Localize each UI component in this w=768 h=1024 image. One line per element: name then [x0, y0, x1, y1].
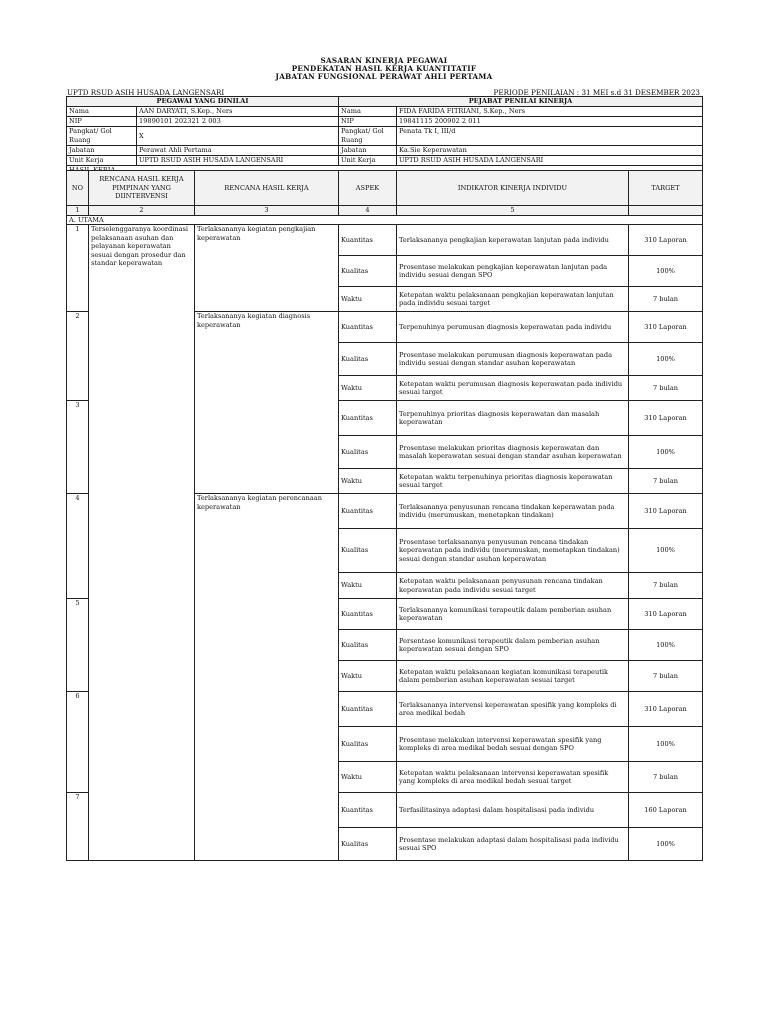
indikator-cell: Ketepatan waktu terpenuhinya prioritas diagnosis keperawatan sesuai target [397, 469, 629, 494]
indikator-cell: Terlaksananya komunikasi terapeutik dalam pemberian asuhan keperawatan [397, 599, 629, 630]
target-cell: 100% [629, 630, 703, 661]
pegawai-info-table [66, 96, 703, 176]
col-header-rencana-pimpinan: RENCANA HASIL KERJA PIMPINAN YANG DIINTERVENSI [89, 171, 195, 206]
doc-title-line-1: SASARAN KINERJA PEGAWAI [320, 56, 448, 65]
aspek-cell: Kuantitas [339, 312, 397, 343]
indikator-cell: Terpenuhinya prioritas diagnosis keperawatan dan masalah keperawatan [397, 401, 629, 436]
pegawai-nama-label: Nama [67, 107, 137, 117]
rencana-hasil-cell: Terlaksananya kegiatan pengkajian keperawatan [195, 225, 339, 312]
target-cell: 100% [629, 436, 703, 469]
pegawai-unit-label: Unit Kerja [67, 156, 137, 166]
col-number: 5 [397, 206, 629, 216]
aspek-cell: Kualitas [339, 343, 397, 376]
col-header-indikator: INDIKATOR KINERJA INDIVIDU [397, 171, 629, 206]
doc-title-line-2: PENDEKATAN HASIL KERJA KUANTITATIF [291, 64, 477, 73]
penilai-unit-label: Unit Kerja [339, 156, 397, 166]
indikator-cell: Persentase komunikasi terapeutik dalam pemberian asuhan keperawatan sesuai dengan SPO [397, 630, 629, 661]
penilai-nip-label: NIP [339, 117, 397, 127]
pegawai-pangkat-label: Pangkat/ Gol Ruang [67, 127, 137, 146]
col-header-aspek: ASPEK [339, 171, 397, 206]
rencana-hasil-cell: Terlaksananya kegiatan diagnosis keperawatan [195, 312, 339, 494]
aspek-cell: Kuantitas [339, 793, 397, 828]
penilai-pangkat: Penata Tk I, III/d [397, 127, 703, 146]
row-number: 4 [67, 494, 89, 599]
indikator-cell: Ketepatan waktu pelaksanaan pengkajian keperawatan lanjutan pada individu sesuai target [397, 287, 629, 312]
pegawai-heading: PEGAWAI YANG DINILAI [67, 97, 339, 107]
aspek-cell: Kualitas [339, 630, 397, 661]
indikator-rows [67, 225, 703, 861]
target-cell: 100% [629, 727, 703, 762]
rencana-hasil-cell: Terlaksananya kegiatan perencanaan keperawatan [195, 494, 339, 861]
penilai-nama: FIDA FARIDA FITRIANI, S.Kep., Ners [397, 107, 703, 117]
indikator-cell: Prosentase melakukan pengkajian keperawatan lanjutan pada individu sesuai dengan SPO [397, 256, 629, 287]
indikator-cell: Ketepatan waktu pelaksanaan intervensi keperawatan spesifik yang kompleks di area medikal bedah sesuai target [397, 762, 629, 793]
aspek-cell: Kualitas [339, 436, 397, 469]
rencana-pimpinan-cell: Terselenggaranya koordinasi pelaksanaan asuhan dan pelayanan keperawatan sesuai dengan prosedur dan standar keperawatan [89, 225, 195, 861]
target-cell: 7 bulan [629, 376, 703, 401]
aspek-cell: Kuantitas [339, 599, 397, 630]
target-cell: 310 Laporan [629, 401, 703, 436]
col-number: 2 [89, 206, 195, 216]
penilai-pangkat-label: Pangkat/ Gol Ruang [339, 127, 397, 146]
indikator-cell: Terfasilitasinya adaptasi dalam hospitalisasi pada individu [397, 793, 629, 828]
indikator-cell: Prosentase melakukan adaptasi dalam hospitalisasi pada individu sesuai SPO [397, 828, 629, 861]
aspek-cell: Waktu [339, 573, 397, 599]
penilai-jabatan: Ka.Sie Keperawatan [397, 146, 703, 156]
indikator-cell: Terpenuhinya perumusan diagnosis keperawatan pada individu [397, 312, 629, 343]
indikator-cell: Prosentase terlaksananya penyusunan rencana tindakan keperawatan pada individu (merumuskan, memetapkan tindakan) sesuai dengan standar asuhan keperawatan [397, 529, 629, 573]
pegawai-nip: 19890101 202321 2 003 [137, 117, 339, 127]
target-cell: 7 bulan [629, 287, 703, 312]
col-number: 3 [195, 206, 339, 216]
target-cell: 310 Laporan [629, 494, 703, 529]
aspek-cell: Waktu [339, 762, 397, 793]
penilai-nip: 19841115 200902 2 011 [397, 117, 703, 127]
aspek-cell: Kuantitas [339, 225, 397, 256]
table-row [67, 225, 703, 256]
target-cell: 160 Laporan [629, 793, 703, 828]
aspek-cell: Waktu [339, 287, 397, 312]
indikator-cell: Terlaksananya pengkajian keperawatan lanjutan pada individu [397, 225, 629, 256]
target-cell: 7 bulan [629, 762, 703, 793]
aspek-cell: Kuantitas [339, 401, 397, 436]
pegawai-jabatan: Perawat Ahli Pertama [137, 146, 339, 156]
target-cell: 100% [629, 529, 703, 573]
indikator-cell: Terlaksananya intervensi keperawatan spesifik yang kompleks di area medikal bedah [397, 692, 629, 727]
target-cell: 100% [629, 828, 703, 861]
indikator-cell: Ketepatan waktu pelaksanaan penyusunan rencana tindakan keperawatan pada individu sesuai target [397, 573, 629, 599]
row-number: 6 [67, 692, 89, 793]
row-number: 1 [67, 225, 89, 312]
col-number: 4 [339, 206, 397, 216]
aspek-cell: Waktu [339, 376, 397, 401]
target-cell: 310 Laporan [629, 312, 703, 343]
target-cell: 100% [629, 256, 703, 287]
indikator-cell: Prosentase melakukan intervensi keperawatan spesifik yang kompleks di area medikal bedah sesuai dengan SPO [397, 727, 629, 762]
penilai-unit: UPTD RSUD ASIH HUSADA LANGENSARI [397, 156, 703, 166]
col-header-target: TARGET [629, 171, 703, 206]
row-number: 7 [67, 793, 89, 861]
penilai-jabatan-label: Jabatan [339, 146, 397, 156]
penilai-nama-label: Nama [339, 107, 397, 117]
target-cell: 100% [629, 343, 703, 376]
aspek-cell: Waktu [339, 469, 397, 494]
col-header-rencana: RENCANA HASIL KERJA [195, 171, 339, 206]
aspek-cell: Waktu [339, 661, 397, 692]
pegawai-jabatan-label: Jabatan [67, 146, 137, 156]
target-cell: 7 bulan [629, 661, 703, 692]
col-header-no: NO [67, 171, 89, 206]
pegawai-unit: UPTD RSUD ASIH HUSADA LANGENSARI [137, 156, 339, 166]
col-number: 1 [67, 206, 89, 216]
aspek-cell: Kuantitas [339, 692, 397, 727]
indikator-cell: Ketepatan waktu pelaksanaan kegiatan komunikasi terapeutik dalam pemberian asuhan keperawatan sesuai target [397, 661, 629, 692]
aspek-cell: Kuantitas [339, 494, 397, 529]
pegawai-pangkat: X [137, 127, 339, 146]
target-cell: 7 bulan [629, 469, 703, 494]
col-number [629, 206, 703, 216]
row-number: 3 [67, 401, 89, 494]
indikator-cell: Prosentase melakukan prioritas diagnosis keperawatan dan masalah keperawatan sesuai dengan standar asuhan keperawatan [397, 436, 629, 469]
target-cell: 310 Laporan [629, 692, 703, 727]
section-label: A. UTAMA [67, 215, 703, 225]
doc-title-line-3: JABATAN FUNGSIONAL PERAWAT AHLI PERTAMA [275, 72, 493, 81]
aspek-cell: Kualitas [339, 727, 397, 762]
pegawai-nip-label: NIP [67, 117, 137, 127]
target-cell: 7 bulan [629, 573, 703, 599]
indikator-cell: Prosentase melakukan perumusan diagnosis keperawatan pada individu sesuai dengan standar asuhan keperawatan [397, 343, 629, 376]
indikator-cell: Ketepatan waktu perumusan diagnosis keperawatan pada individu sesuai target [397, 376, 629, 401]
aspek-cell: Kualitas [339, 256, 397, 287]
pegawai-nama: AAN DARYATI, S.Kep., Ners [137, 107, 339, 117]
row-number: 2 [67, 312, 89, 401]
periode-penilaian: PERIODE PENILAIAN : 31 MEI s.d 31 DESEMBER 2023 [493, 88, 700, 97]
target-cell: 310 Laporan [629, 225, 703, 256]
unit-title: UPTD RSUD ASIH HUSADA LANGENSARI [67, 88, 225, 97]
row-number: 5 [67, 599, 89, 692]
sasaran-kinerja-table [66, 170, 703, 861]
penilai-heading: PEJABAT PENILAI KINERJA [339, 97, 703, 107]
indikator-cell: Terlaksananya penyusunan rencana tindakan keperawatan pada individu (merumuskan, menetapkan tindakan) [397, 494, 629, 529]
target-cell: 310 Laporan [629, 599, 703, 630]
aspek-cell: Kualitas [339, 828, 397, 861]
aspek-cell: Kualitas [339, 529, 397, 573]
